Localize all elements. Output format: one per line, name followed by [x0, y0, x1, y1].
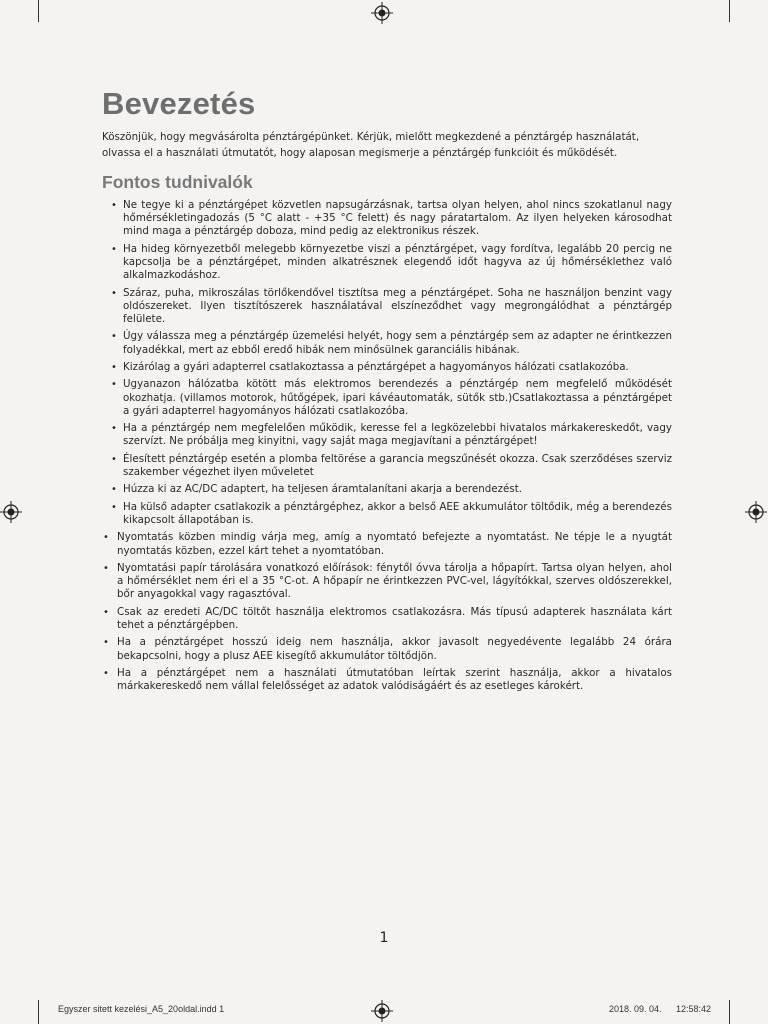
list-item-text: Ha a pénztárgépet nem a használati útmutatóban leírtak szerint használja, akkor a hivatalos márkakereskedő nem vállal felelősséget az adatok valódiságáért és az esetleges károkért.: [117, 666, 672, 693]
list-item: [102, 562, 672, 602]
list-item: [102, 636, 672, 662]
list-item-text: Húzza ki az AC/DC adaptert, ha teljesen áramtalanítani akarja a berendezést.: [123, 483, 523, 496]
bullet-icon: •: [111, 287, 117, 299]
list-item: [102, 199, 672, 239]
bullet-icon: •: [111, 243, 117, 255]
bullet-icon: •: [111, 361, 117, 373]
list-item-text: Ha hideg környezetből melegebb környezetbe viszi a pénztárgépet, vagy fordítva, legalább 20 percig ne kapcsolja be a pénztárgépet, minden alkatrésznek elegendő időt hagyva az új hőmérséklethez való alkalmazkodáshoz.: [123, 242, 672, 282]
list-item: [102, 667, 672, 693]
list-item-text: Nyomtatási papír tárolására vonatkozó előírások: fénytől óvva tárolja a hőpapírt. Tartsa olyan helyen, ahol a hőmérséklet nem éri el a 35 °C-ot. A hőpapír ne érintkezzen PVC-vel, lágyítókkal, szerves oldószerekkel, bőr anyagokkal vagy ragasztóval.: [117, 561, 672, 601]
list-item-text: Ugyanazon hálózatba kötött más elektromos berendezés a pénztárgép nem megfelelő működését okozhatja. (villamos motorok, hűtőgépek, ipari kávéautomaták, sütők stb.)Csatlakoztassa a pénztárgépet a gyári adapterrel hagyományos hálózati csatlakozóba.: [123, 378, 672, 417]
bullet-icon: •: [103, 532, 109, 544]
list-item-text: Száraz, puha, mikroszálas törlőkendővel tisztítsa meg a pénztárgépet. Soha ne használjon benzint vagy oldószereket. Ilyen tisztítószerek használatával elszíneződhet vagy megrongálódhat a pénztárgép felülete.: [123, 286, 672, 325]
intro-paragraph: Köszönjük, hogy megvásárolta pénztárgépünket. Kérjük, mielőtt megkezdené a pénztárgép használatát, olvassa el a használati útmutatót, hogy alaposan megismerje a pénztárgép funkcióit és működését.: [102, 131, 640, 159]
list-item: [102, 243, 672, 283]
list-item: [102, 287, 672, 327]
crop-mark-top-right: [729, 0, 730, 22]
list-item-text: Csak az eredeti AC/DC töltőt használja elektromos csatlakozásra. Más típusú adapterek használata kárt tehet a pénztárgépben.: [117, 605, 672, 631]
list-item-text: Kizárólag a gyári adapterrel csatlakoztassa a pénztárgépet a hagyományos hálózati csatlakozóba.: [123, 360, 629, 373]
list-item-text: Ha a pénztárgépet hosszú ideig nem használja, akkor javasolt negyedévente legalább 24 órára bekapcsolni, hogy a plusz AEE kisegítő akkumulátor töltődjön.: [117, 636, 672, 662]
list-item: [102, 361, 672, 374]
list-item: [102, 378, 672, 418]
page-number: 1: [379, 930, 389, 946]
list-item-text: Nyomtatás közben mindig várja meg, amíg a nyomtató befejezte a nyomtatást. Ne tépje le a nyugtát nyomtatás közben, ezzel kárt tehet a nyomtatóban.: [117, 531, 672, 557]
list-item-text: Ne tegye ki a pénztárgépet közvetlen napsugárzásnak, tartsa olyan helyen, ahol nincs szokatlanul nagy hőmérsékletingadozás (5 °C alatt - +35 °C felett) és nagy páratartalom. Az ilyen helyeken károsodhat mind maga a pénztárgép doboza, mind pedig az elektronikus részek.: [123, 199, 672, 238]
list-item: [102, 453, 672, 479]
important-notes-list: [102, 199, 672, 698]
page-title: Bevezetés: [102, 86, 256, 121]
list-item: [102, 422, 672, 448]
bullet-icon: •: [111, 501, 117, 513]
list-item: [102, 483, 672, 496]
bullet-icon: •: [111, 331, 117, 343]
footer-date: 2018. 09. 04.: [609, 1004, 662, 1014]
crop-mark-bottom-right: [729, 1000, 730, 1024]
registration-mark-icon: [0, 501, 22, 523]
bullet-icon: •: [111, 484, 117, 496]
list-item: [102, 330, 672, 356]
bullet-icon: •: [103, 667, 109, 679]
bullet-icon: •: [111, 453, 117, 465]
crop-mark-bottom-left: [38, 1000, 39, 1024]
crop-mark-top-left: [38, 0, 39, 22]
bullet-icon: •: [111, 423, 117, 435]
list-item-text: Ha a pénztárgép nem megfelelően működik, keresse fel a legközelebbi hivatalos márkakereskedőt, vagy szervízt. Ne próbálja meg kinyitni, vagy saját maga megjavítani a pénztárgépet!: [123, 422, 672, 448]
bullet-icon: •: [103, 562, 109, 574]
list-item-text: Úgy válassza meg a pénztárgép üzemelési helyét, hogy sem a pénztárgép sem az adapter ne érintkezzen folyadékkal, mert az ebből eredő hibák nem minősülnek garanciális hibának.: [123, 330, 672, 356]
list-item: [102, 531, 672, 557]
footer-time: 12:58:42: [676, 1004, 712, 1014]
bullet-icon: •: [103, 637, 109, 649]
list-item-text: Élesített pénztárgép esetén a plomba feltörése a garancia megszűnését okozza. Csak szerződéses szerviz szakember végezhet ilyen műveletet: [123, 452, 672, 478]
bullet-icon: •: [103, 606, 109, 618]
list-item-text: Ha külső adapter csatlakozik a pénztárgéphez, akkor a belső AEE akkumulátor töltődik, még a berendezés kikapcsolt állapotában is.: [123, 500, 672, 526]
list-item: [102, 501, 672, 527]
registration-mark-icon: [745, 501, 767, 523]
registration-mark-icon: [371, 2, 393, 24]
bullet-icon: •: [111, 200, 117, 211]
bullet-icon: •: [111, 379, 117, 391]
list-item: [102, 606, 672, 632]
section-heading: Fontos tudnivalók: [102, 172, 253, 192]
footer-filename: Egyszer sitett kezelési_A5_20oldal.indd 1: [58, 1004, 225, 1014]
registration-mark-icon: [371, 1000, 393, 1022]
